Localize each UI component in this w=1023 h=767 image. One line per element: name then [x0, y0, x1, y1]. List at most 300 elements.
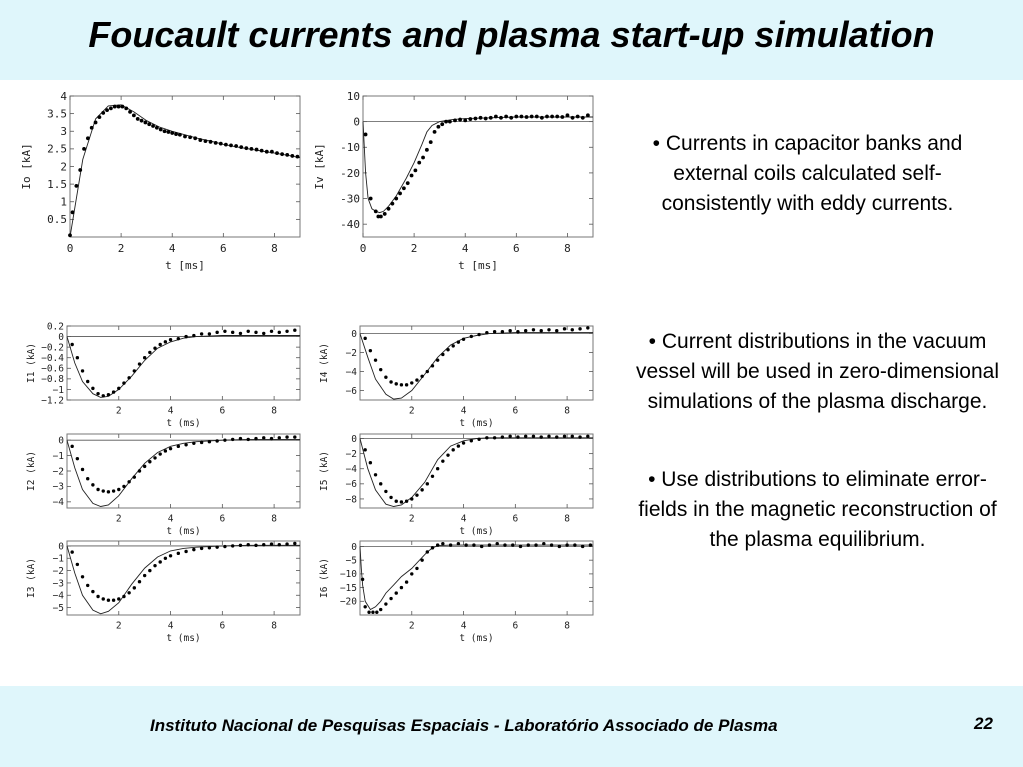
chart-i6-data-point [496, 542, 499, 545]
chart-i3-ytick-label: −5 [52, 602, 64, 614]
chart-i3-ylabel: I3 (kA) [26, 557, 37, 599]
chart-i6-data-point [379, 608, 382, 611]
chart-io-data-point [204, 139, 208, 143]
chart-i5-data-point [477, 438, 480, 441]
chart-i4-xtick-label: 2 [408, 405, 415, 417]
chart-i3-data-point [159, 560, 162, 563]
chart-io-data-point [265, 150, 269, 154]
chart-i5-xtick-label: 8 [564, 513, 570, 525]
chart-iv-data-point [413, 168, 417, 172]
chart-i6-data-point [581, 545, 584, 548]
chart-i6-data-point [527, 543, 530, 546]
chart-i1-data-point [247, 330, 250, 333]
chart-i6-data-point [550, 543, 553, 546]
chart-i1-ytick-label: −0.2 [41, 342, 64, 354]
chart-i5-data-point [493, 436, 496, 439]
chart-i3-data-point [192, 548, 195, 551]
chart-i5-data-point [508, 435, 511, 438]
chart-i6-frame [360, 541, 593, 615]
chart-i6-xtick-label: 8 [564, 620, 570, 632]
chart-iv-data-point [458, 118, 462, 122]
chart-io-data-point [224, 143, 228, 147]
chart-i1-data-point [81, 369, 84, 372]
chart-i5-data-point [405, 500, 408, 503]
chart-i6-data-point [558, 545, 561, 548]
chart-iv-data-point [530, 115, 534, 119]
chart-iv-ytick-label: 10 [346, 89, 360, 103]
chart-i5-data-point [540, 435, 543, 438]
plot-io [20, 88, 310, 273]
chart-i4-data-point [374, 358, 377, 361]
chart-i1-ytick-label: 0 [58, 331, 64, 343]
chart-i1-data-point [293, 329, 296, 332]
chart-i2-data-point [169, 447, 172, 450]
chart-io-ytick-label: 4 [60, 89, 67, 103]
chart-iv-xlabel: t [ms] [458, 259, 498, 272]
chart-i4-data-point [420, 375, 423, 378]
chart-i1-data-point [208, 332, 211, 335]
chart-i3-data-point [177, 552, 180, 555]
chart-i2-data-point [270, 437, 273, 440]
chart-i6-data-point [363, 605, 366, 608]
chart-i5-data-point [395, 500, 398, 503]
chart-i4-data-point [477, 333, 480, 336]
chart-i4-data-point [516, 330, 519, 333]
chart-i4-ytick-label: −4 [345, 366, 357, 378]
chart-i2-data-point [184, 443, 187, 446]
chart-io-data-point [132, 113, 136, 117]
chart-i5-data-point [457, 444, 460, 447]
chart-i4-data-point [415, 378, 418, 381]
chart-i4-data-point [395, 382, 398, 385]
chart-i4-data-point [446, 348, 449, 351]
chart-iv-data-point [369, 197, 373, 201]
chart-i3-data-point [81, 575, 84, 578]
chart-i3-data-point [278, 543, 281, 546]
chart-i3-data-point [112, 599, 115, 602]
chart-io-data-point [120, 105, 124, 109]
chart-i5-data-point [436, 467, 439, 470]
chart-io-data-point [209, 140, 213, 144]
chart-io-data-point [170, 131, 174, 135]
chart-i6-data-point [480, 545, 483, 548]
chart-i2-data-point [223, 438, 226, 441]
chart-io-data-point [255, 148, 259, 152]
chart-iv-data-point [379, 215, 383, 219]
chart-io-ytick-label: 0.5 [47, 213, 67, 227]
chart-i2-data-point [239, 437, 242, 440]
chart-i3-data-point [117, 597, 120, 600]
chart-i5-data-point [400, 500, 403, 503]
chart-i4-data-point [405, 383, 408, 386]
chart-i5-frame [360, 434, 593, 508]
chart-io-data-point [183, 135, 187, 139]
chart-i4-data-point [379, 368, 382, 371]
chart-i1-data-point [192, 334, 195, 337]
chart-i1-data-point [159, 343, 162, 346]
chart-i4-data-point [524, 329, 527, 332]
chart-i5-ytick-label: −8 [345, 494, 357, 506]
chart-i1-ytick-label: −1.2 [41, 395, 64, 407]
chart-iv-data-point [509, 116, 513, 120]
chart-i3-xtick-label: 6 [219, 620, 226, 632]
chart-i5-data-point [446, 453, 449, 456]
chart-i3-data-point [285, 542, 288, 545]
chart-iv-data-point [566, 113, 570, 117]
chart-i3-data-point [133, 586, 136, 589]
chart-i3-ytick-label: −2 [52, 565, 64, 577]
chart-iv-data-point [545, 115, 549, 119]
chart-i5-data-point [524, 435, 527, 438]
chart-i1-data-point [164, 340, 167, 343]
chart-io-data-point [290, 154, 294, 158]
chart-i5-ylabel: I5 (kA) [319, 450, 330, 492]
chart-i3-frame [67, 541, 300, 615]
chart-i3-data-point [96, 595, 99, 598]
chart-iv-xtick-label: 2 [410, 242, 418, 255]
chart-i2-data-point [70, 445, 73, 448]
chart-i3-data-point [102, 597, 105, 600]
chart-iv-data-point [436, 125, 440, 129]
chart-i2-xlabel: t (ms) [166, 526, 201, 537]
chart-i6-xtick-label: 6 [512, 620, 519, 632]
chart-i2-ytick-label: −2 [52, 466, 64, 478]
chart-io-data-point [166, 130, 170, 134]
chart-i5-data-point [563, 435, 566, 438]
plot-i5 [313, 426, 603, 538]
chart-iv-data-point [484, 117, 488, 121]
chart-i2-ytick-label: 0 [58, 435, 64, 447]
chart-i4-data-point [563, 327, 566, 330]
chart-i6-xtick-label: 4 [460, 620, 467, 632]
chart-i1-data-point [76, 356, 79, 359]
chart-iv-data-point [448, 120, 452, 124]
slide-title: Foucault currents and plasma start-up simulation [88, 14, 935, 55]
chart-io-data-point [270, 150, 274, 154]
chart-i4-data-point [501, 330, 504, 333]
chart-i5-ytick-label: −2 [345, 448, 357, 460]
chart-i5-data-point [586, 435, 589, 438]
chart-i1-data-point [177, 337, 180, 340]
chart-iv-data-point [425, 148, 429, 152]
chart-io-data-point [101, 111, 105, 115]
chart-i5-data-point [410, 497, 413, 500]
chart-io-ytick-label: 3.5 [47, 107, 67, 121]
chart-i6-data-point [472, 543, 475, 546]
chart-i4-xtick-label: 4 [460, 405, 467, 417]
chart-io-data-point [285, 153, 289, 157]
chart-iv-data-point [374, 209, 378, 213]
chart-i1-data-point [102, 394, 105, 397]
chart-i2-data-point [254, 437, 257, 440]
chart-i4-data-point [389, 380, 392, 383]
chart-i6-ytick-label: −20 [339, 596, 357, 608]
chart-iv-data-point [394, 197, 398, 201]
chart-io-data-point [86, 136, 90, 140]
chart-i5-data-point [415, 493, 418, 496]
chart-i4-xtick-label: 6 [512, 405, 519, 417]
chart-io-ytick-label: 1.5 [47, 177, 67, 191]
chart-i4-data-point [363, 337, 366, 340]
chart-io-data-point [140, 119, 144, 123]
chart-io-xtick-label: 8 [271, 242, 278, 255]
chart-i3-data-point [200, 547, 203, 550]
chart-i4-data-point [452, 344, 455, 347]
chart-i4-data-point [441, 353, 444, 356]
chart-io-data-point [159, 128, 163, 132]
chart-iv-xtick-label: 4 [461, 242, 469, 255]
chart-io-ytick-label: 1 [60, 195, 67, 209]
chart-i3-data-point [70, 550, 73, 553]
chart-i5-data-point [369, 461, 372, 464]
chart-iv-data-point [468, 117, 472, 121]
chart-i3-data-point [223, 545, 226, 548]
chart-i1-data-point [239, 332, 242, 335]
chart-i6-data-point [384, 602, 387, 605]
chart-i2-data-point [148, 460, 151, 463]
chart-io-data-point [136, 117, 140, 121]
chart-io-xtick-label: 0 [66, 242, 74, 255]
chart-i1-ytick-label: −0.4 [41, 353, 64, 365]
chart-iv-data-point [504, 115, 508, 119]
chart-i2-xtick-label: 4 [167, 513, 174, 525]
chart-i1-data-point [262, 332, 265, 335]
chart-i1-data-point [254, 331, 257, 334]
chart-i2-xtick-label: 6 [219, 513, 226, 525]
chart-io-data-point [90, 126, 94, 130]
chart-i1-xtick-label: 6 [219, 405, 226, 417]
chart-i6-xlabel: t (ms) [459, 633, 494, 644]
chart-i6-data-point [436, 543, 439, 546]
chart-i4-ytick-label: −6 [345, 385, 357, 397]
chart-i1-xtick-label: 2 [115, 405, 122, 417]
chart-iv-ytick-label: -30 [340, 192, 360, 206]
plot-i2 [20, 426, 310, 538]
chart-i6-data-point [367, 611, 370, 614]
chart-i4-data-point [457, 340, 460, 343]
chart-i2-data-point [122, 485, 125, 488]
chart-i5-data-point [578, 435, 581, 438]
chart-io-xtick-label: 2 [117, 242, 125, 255]
chart-i6-data-point [371, 611, 374, 614]
chart-iv-data-point [398, 192, 402, 196]
chart-io-data-point [147, 122, 151, 126]
chart-i1-frame [67, 326, 300, 400]
chart-io-data-point [275, 151, 279, 155]
chart-iv-data-point [514, 115, 518, 119]
page-number: 22 [974, 714, 993, 733]
chart-io-data-point [128, 110, 132, 114]
chart-i1-data-point [96, 392, 99, 395]
chart-iv-data-point [571, 116, 575, 120]
chart-iv-ytick-label: -20 [340, 166, 360, 180]
chart-io-data-point [113, 105, 117, 109]
chart-iv-xtick-label: 8 [564, 242, 571, 255]
chart-i5-xtick-label: 4 [460, 513, 467, 525]
chart-io-data-point [143, 121, 147, 125]
chart-i4-data-point [470, 335, 473, 338]
bullet-error-fields: • Use distributions to eliminate error-fields in the magnetic reconstruction of the plasma equilibrium. [638, 468, 997, 551]
chart-io-data-point [163, 129, 167, 133]
chart-i3-xtick-label: 2 [115, 620, 122, 632]
chart-io-data-point [193, 136, 197, 140]
chart-i3-data-point [208, 546, 211, 549]
chart-i4-data-point [369, 349, 372, 352]
chart-iv-data-point [499, 116, 503, 120]
chart-i6-data-point [389, 597, 392, 600]
chart-io-ytick-label: 2.5 [47, 142, 67, 156]
chart-i5-xtick-label: 6 [512, 513, 519, 525]
chart-i2-data-point [138, 469, 141, 472]
chart-i1-data-point [184, 335, 187, 338]
chart-i4-ytick-label: 0 [351, 328, 357, 340]
chart-i1-data-point [70, 343, 73, 346]
chart-i4-data-point [493, 330, 496, 333]
chart-i5-data-point [516, 435, 519, 438]
chart-i3-data-point [127, 591, 130, 594]
chart-i4-data-point [431, 364, 434, 367]
plot-i1 [20, 318, 310, 430]
chart-i2-ylabel: I2 (kA) [26, 450, 37, 492]
chart-i2-frame [67, 434, 300, 508]
chart-i6-data-point [488, 543, 491, 546]
chart-i2-data-point [278, 436, 281, 439]
chart-i6-data-point [511, 543, 514, 546]
chart-iv-data-point [410, 174, 414, 178]
chart-i2-xtick-label: 8 [271, 513, 277, 525]
chart-io-data-point [178, 133, 182, 137]
chart-i1-data-point [231, 331, 234, 334]
chart-i1-data-point [223, 330, 226, 333]
chart-i4-data-point [586, 326, 589, 329]
chart-io-data-point [124, 106, 128, 110]
chart-i2-ytick-label: −3 [52, 481, 64, 493]
chart-iv-data-point [453, 118, 457, 122]
chart-iv-data-point [555, 115, 559, 119]
chart-i6-data-point [441, 542, 444, 545]
chart-iv-data-point [586, 113, 590, 117]
chart-io-xtick-label: 4 [168, 242, 176, 255]
chart-i2-data-point [96, 488, 99, 491]
chart-i2-data-point [133, 475, 136, 478]
chart-i1-data-point [127, 376, 130, 379]
chart-i5-data-point [501, 435, 504, 438]
chart-io-data-point [214, 141, 218, 145]
chart-io-ytick-label: 3 [60, 125, 67, 139]
chart-i2-data-point [107, 490, 110, 493]
chart-i6-data-point [405, 580, 408, 583]
chart-i2-data-point [285, 435, 288, 438]
chart-i5-data-point [555, 435, 558, 438]
chart-i5-data-point [532, 435, 535, 438]
chart-i1-data-point [285, 330, 288, 333]
chart-i1-data-point [133, 369, 136, 372]
chart-i2-data-point [247, 438, 250, 441]
chart-io-data-point [188, 135, 192, 139]
chart-i2-data-point [112, 489, 115, 492]
chart-i3-data-point [76, 563, 79, 566]
chart-i4-xtick-label: 8 [564, 405, 570, 417]
chart-iv-ytick-label: -10 [340, 141, 360, 155]
chart-iv-data-point [581, 116, 585, 120]
chart-iv-data-point [489, 116, 493, 120]
chart-i2-data-point [91, 483, 94, 486]
chart-i6-data-point [410, 572, 413, 575]
chart-i3-data-point [293, 542, 296, 545]
chart-iv-data-point [463, 118, 467, 122]
chart-i4-ylabel: I4 (kA) [319, 342, 330, 384]
chart-i2-data-point [192, 442, 195, 445]
chart-i2-data-point [143, 465, 146, 468]
chart-i1-ytick-label: −0.8 [41, 374, 64, 386]
bullet-currents: • Currents in capacitor banks and external coils calculated self-consistently with eddy currents. [652, 132, 963, 215]
chart-i2-data-point [293, 435, 296, 438]
chart-i4-data-point [410, 381, 413, 384]
chart-i4-data-point [400, 383, 403, 386]
chart-iv-data-point [433, 130, 437, 134]
chart-i3-data-point [153, 564, 156, 567]
chart-i5-data-point [420, 488, 423, 491]
chart-i6-data-point [534, 543, 537, 546]
chart-iv-data-point [474, 117, 478, 121]
chart-i1-xlabel: t (ms) [166, 418, 201, 429]
chart-io-ytick-label: 2 [60, 160, 67, 174]
chart-iv-xtick-label: 0 [359, 242, 367, 255]
chart-io-data-point [71, 210, 75, 214]
chart-i6-data-point [589, 543, 592, 546]
chart-iv-data-point [560, 115, 564, 119]
chart-io-data-point [244, 146, 248, 150]
chart-i5-data-point [462, 441, 465, 444]
chart-i6-data-point [565, 543, 568, 546]
chart-io-data-point [78, 168, 82, 172]
chart-io-data-point [94, 121, 98, 125]
chart-i3-data-point [143, 574, 146, 577]
plot-i6 [313, 533, 603, 645]
chart-i1-data-point [200, 332, 203, 335]
chart-i6-data-point [395, 591, 398, 594]
chart-i2-data-point [102, 489, 105, 492]
chart-i2-data-point [117, 488, 120, 491]
chart-i1-xtick-label: 8 [271, 405, 277, 417]
plot-i4 [313, 318, 603, 430]
chart-i2-xtick-label: 2 [115, 513, 122, 525]
chart-iv-data-point [390, 202, 394, 206]
chart-io-data-point [151, 124, 155, 128]
chart-i3-data-point [247, 543, 250, 546]
chart-i3-data-point [231, 544, 234, 547]
chart-i1-data-point [117, 387, 120, 390]
chart-iv-data-point [525, 115, 529, 119]
chart-io-data-point [117, 105, 121, 109]
chart-i1-data-point [148, 351, 151, 354]
chart-io-data-point [68, 233, 72, 237]
chart-iv-data-point [535, 115, 539, 119]
chart-i2-data-point [177, 445, 180, 448]
chart-i4-data-point [384, 376, 387, 379]
chart-iv-data-point [417, 161, 421, 165]
chart-i6-data-point [400, 586, 403, 589]
chart-iv-data-point [550, 115, 554, 119]
chart-i3-xtick-label: 8 [271, 620, 277, 632]
plot-i3 [20, 533, 310, 645]
chart-i5-ytick-label: −6 [345, 479, 357, 491]
chart-i1-data-point [86, 380, 89, 383]
chart-i1-data-point [112, 390, 115, 393]
chart-i3-data-point [91, 590, 94, 593]
chart-i5-xlabel: t (ms) [459, 526, 494, 537]
chart-i3-data-point [122, 595, 125, 598]
